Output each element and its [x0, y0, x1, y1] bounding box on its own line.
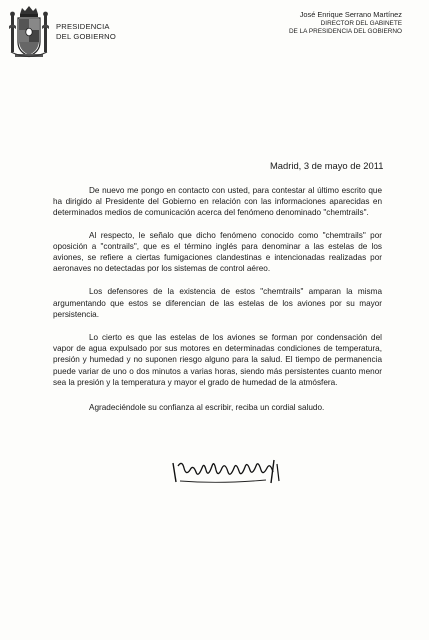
paragraph-4: Lo cierto es que las estelas de los aviones se forman por condensación del vapor de agua expulsado por sus motores en determinadas condiciones de temperatura, presión y humedad y no suponen riesgo alguno para la salud. El tiempo de permanencia puede variar de uno o dos minutos a varias horas, siendo más persistentes cuanto menor sea la presión y la temperatura y mayor el grado de humedad de la atmósfera.	[53, 333, 382, 387]
sender-name: José Enrique Serrano Martínez	[299, 10, 402, 19]
closing-line: Agradeciéndole su confianza al escribir, reciba un cordial saludo.	[89, 403, 325, 413]
institution-line-2: DEL GOBIERNO	[56, 32, 116, 41]
institution-name	[56, 22, 116, 42]
letter-date: Madrid, 3 de mayo de 2011	[270, 160, 384, 171]
letter-body	[53, 185, 382, 413]
sender-block	[289, 10, 402, 37]
paragraph-1: De nuevo me pongo en contacto con usted, para contestar al último escrito que ha dirigido al Presidente del Gobierno en relación con las informaciones aparecidas en determinados medios de comunicación acerca del fenómeno denominado "chemtrails".	[53, 186, 382, 218]
paragraph-2: Al respecto, le señalo que dicho fenómeno conocido como "chemtrails" por oposición a "contrails", que es el término inglés para denominar a las estelas de los aviones, se refiere a ciertas fumigaciones clandestinas e intencionadas realizadas por aeronaves no detectadas por los sistemas de control aéreo.	[53, 230, 382, 274]
institution-line-1: PRESIDENCIA	[56, 22, 110, 31]
sender-title-line-2: DE LA PRESIDENCIA DEL GOBIERNO	[288, 28, 402, 36]
signature-icon	[170, 454, 290, 488]
paragraph-3: Los defensores de la existencia de estos "chemtrails" amparan la misma argumentando que estos se diferencian de las estelas de los aviones por su mayor persistencia.	[53, 287, 382, 319]
sender-title-line-1: DIRECTOR DEL GABINETE	[320, 20, 402, 27]
coat-of-arms-icon	[8, 4, 50, 62]
